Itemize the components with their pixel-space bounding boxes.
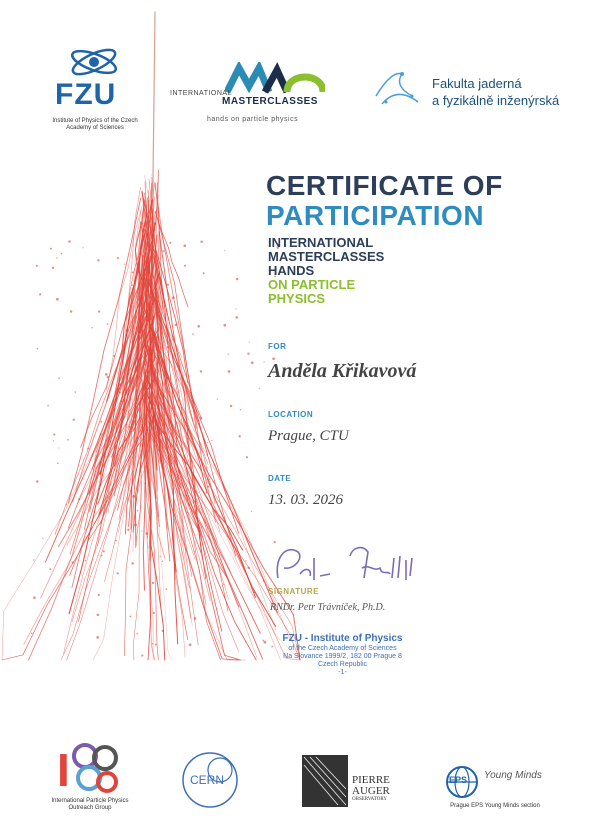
shower-dot [167,284,169,286]
shower-dot [236,278,239,281]
shower-dot [172,296,175,299]
shower-dot [58,447,59,448]
subtitle-line3: HANDS [268,263,315,278]
shower-dot [247,353,249,355]
shower-dot [201,527,202,528]
shower-dot [70,310,73,313]
shower-dot [263,361,264,362]
shower-dot [152,643,153,644]
location-label: LOCATION [268,410,314,419]
for-label: FOR [268,342,287,351]
shower-dot [132,271,134,273]
shower-dot [49,568,51,570]
shower-dot [101,555,103,557]
shower-dot [72,561,74,563]
shower-dot [133,495,136,498]
fzu-subtitle: Institute of Physics of the Czech Academy of Sciences [52,118,138,131]
shower-dot [230,405,232,407]
shower-dot [228,354,229,355]
auger-line3: OBSERVATORY [352,797,387,802]
shower-dot [129,615,131,617]
shower-dot [162,630,164,632]
shower-dot [56,257,57,258]
masterclasses-tagline: hands on particle physics [207,116,299,123]
shower-dot [235,309,236,310]
shower-dot [119,383,122,386]
shower-dot [169,242,171,244]
shower-dot [100,421,102,423]
shower-dot [73,419,75,421]
shower-dot [194,551,195,552]
shower-dot [197,325,200,328]
shower-dot [31,632,33,634]
cern-text: CERN [190,773,225,787]
ippog-logo-icon [55,738,125,798]
shower-dot [97,613,100,616]
shower-dot [145,483,146,484]
shower-dot [240,409,242,411]
shower-dot [98,594,100,596]
fjfi-name-line2: a fyzikálně inženýrská [432,93,560,108]
subtitle-line5: PHYSICS [268,291,326,306]
shower-dot [137,510,138,511]
shower-dot [207,442,208,443]
shower-dot [238,435,240,437]
shower-dot [128,426,130,428]
shower-dot [53,433,55,435]
stamp-line2: of the Czech Academy of Sciences [288,645,397,652]
shower-dot [251,361,254,364]
shower-dot [148,471,150,473]
shower-dot [192,333,194,335]
shower-dot [105,373,108,376]
shower-dot [36,480,39,483]
shower-track [150,402,240,660]
svg-text:I: I [57,744,70,796]
shower-dot [117,257,119,259]
shower-dot [242,549,243,550]
shower-dot [131,562,134,565]
shower-dot [183,244,186,247]
shower-dot [117,572,119,574]
shower-dot [203,272,205,274]
shower-dot [107,323,109,325]
shower-dot [223,324,226,327]
shower-dot [251,511,252,512]
shower-track [29,337,146,660]
shower-dot [175,324,177,326]
shower-dot [200,417,202,419]
auger-logo-icon [302,755,348,807]
shower-dot [246,456,248,458]
shower-dot [53,440,54,441]
stamp-line5: -1- [338,669,347,676]
shower-dot [47,405,49,407]
shower-dot [167,346,169,348]
shower-dot [82,247,83,248]
shower-dot [235,316,238,319]
subtitle-line4: ON PARTICLE [268,277,356,292]
shower-dot [259,388,260,389]
shower-dot [228,370,231,373]
shower-dot [184,265,186,267]
masterclasses-main-text: MASTERCLASSES [222,96,318,107]
shower-dot [223,584,224,585]
fzu-logo-text: FZU [55,78,117,111]
shower-dot [39,293,41,295]
shower-dot [127,529,129,531]
shower-dot [136,633,138,635]
shower-dot [155,644,157,646]
shower-dot [263,580,265,582]
shower-dot [254,592,256,594]
shower-dot [211,440,212,441]
shower-dot [141,530,142,531]
fzu-atom-icon [68,42,120,82]
shower-dot [37,348,38,349]
shower-dot [113,355,115,357]
shower-dot [207,486,209,488]
shower-dot [134,524,137,527]
shower-dot [207,479,209,481]
certificate-subtitle [268,236,384,306]
shower-dot [129,356,130,357]
shower-dot [33,596,36,599]
signer-name: RNDr. Petr Trávníček, Ph.D. [270,602,386,613]
shower-dot [160,556,161,557]
stamp-line4: Czech Republic [317,661,368,668]
certificate-title-line2: PARTICIPATION [266,200,485,231]
auger-line1: PIERRE [352,774,390,786]
subtitle-line2: MASTERCLASSES [268,249,385,264]
shower-dot [185,494,187,496]
shower-dot [96,636,99,639]
shower-dot [173,492,174,493]
shower-dot [107,376,109,378]
shower-dot [119,391,121,393]
shower-dot [56,298,59,301]
date-label: DATE [268,474,292,483]
shower-dot [249,342,250,343]
shower-dot [115,540,117,542]
fjfi-logo-icon [372,66,422,112]
shower-dot [68,240,71,243]
shower-dot [61,253,63,255]
shower-dot [126,329,129,332]
shower-dot [99,472,101,474]
shower-dot [188,504,190,506]
shower-dot [224,250,225,251]
shower-track [159,232,201,552]
shower-dot [50,248,52,250]
stamp-line1: FZU - Institute of Physics [282,633,403,644]
certificate-title-line1: CERTIFICATE OF [266,170,503,201]
handwritten-signature [270,538,440,588]
location-value: Prague, CTU [268,428,349,444]
shower-dot [247,567,250,570]
shower-dot [87,448,89,450]
shower-dot [218,553,219,554]
shower-dot [42,538,43,539]
shower-dot [124,264,125,265]
shower-dot [67,439,69,441]
shower-dot [200,240,203,243]
stamp-line3: Na Slovance 1999/2, 182 00 Prague 8 [283,653,402,660]
shower-dot [217,398,218,399]
shower-dot [157,428,158,429]
shower-dot [152,582,154,584]
eps-caption: Prague EPS Young Minds section [450,803,540,809]
shower-dot [141,654,143,656]
eps-logo-text: EPS [449,775,468,785]
shower-dot [85,560,87,562]
shower-dot [52,266,55,269]
signature-label: SIGNATURE [268,587,320,596]
subtitle-line1: INTERNATIONAL [268,235,374,250]
shower-dot [74,391,76,393]
shower-dot [131,285,132,286]
participant-name: Anděla Křikavová [268,360,417,382]
shower-dot [245,560,247,562]
shower-dot [66,504,67,505]
shower-dot [194,617,197,620]
shower-dot [57,463,59,465]
date-value: 13. 03. 2026 [268,492,343,508]
shower-dot [150,318,152,320]
shower-dot [162,561,163,562]
eps-young-minds: Young Minds [484,770,542,781]
shower-dot [189,643,192,646]
shower-dot [166,588,168,590]
shower-dot [58,377,60,379]
shower-dot [145,532,148,535]
auger-text [352,775,390,803]
shower-dot [97,259,99,261]
masterclasses-top-text: INTERNATIONAL [170,90,232,97]
shower-dot [98,310,100,312]
auger-line2: AUGER [352,785,390,797]
shower-dot [100,433,102,435]
shower-dot [153,612,155,614]
shower-dot [33,559,34,560]
ippog-caption: International Particle Physics Outreach Group [51,798,129,811]
fjfi-name [432,75,559,109]
shower-dot [148,478,150,480]
masterclasses-logo-icon [225,62,325,94]
shower-dot [200,370,202,372]
shower-dot [78,498,80,500]
shower-dot [91,327,92,328]
institution-stamp [255,633,430,677]
shower-dot [162,250,164,252]
shower-dot [189,483,190,484]
shower-dot [187,512,188,513]
fjfi-name-line1: Fakulta jaderná [432,76,522,91]
shower-dot [103,550,105,552]
shower-dot [36,265,38,267]
